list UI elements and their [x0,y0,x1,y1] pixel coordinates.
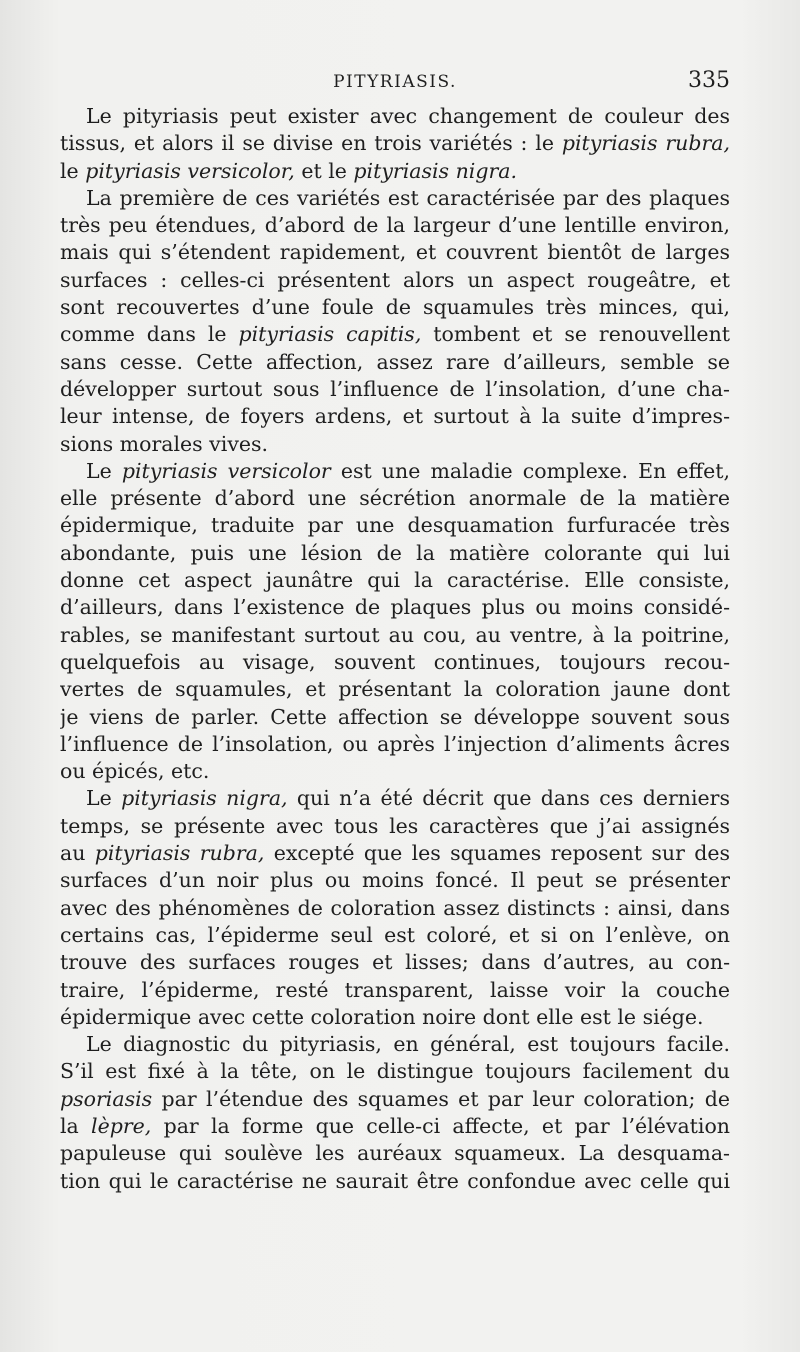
text-run: surfaces : celles-ci présentent alors un aspect rougeâtre, et [60,267,730,292]
text-run: Le [86,786,122,811]
text-line [60,922,730,949]
text-run: tissus, et alors il se divise en trois variétés : le [60,131,562,156]
text-line [60,649,730,676]
text-run: Le pityriasis peut exister avec changement de couleur des [86,104,730,128]
text-run: vertes de squamules, et présentant la coloration jaune dont [60,677,730,702]
text-run: leur intense, de foyers ardens, et surtout à la suite d’impres- [60,404,730,429]
text-line [60,813,730,840]
text-run: par la forme que celle-ci affecte, et par l’élévation [151,1113,730,1138]
text-line [60,103,730,130]
text-run: est une maladie complexe. En effet, [330,458,730,483]
text-line [60,895,730,922]
text-line [60,977,730,1004]
text-line [60,1168,730,1195]
text-line [60,485,730,512]
text-line [60,676,730,703]
text-run: tombent et se renouvellent [421,322,730,347]
text-line [60,758,730,785]
text-run: donne cet aspect jaunâtre qui la caractérise. Elle consiste, [60,568,730,593]
text-run: quelquefois au visage, souvent continues, toujours recou- [60,649,730,674]
text-run: sans cesse. Cette affection, assez rare d’ailleurs, semble se [60,349,730,374]
italic-term: pityriasis nigra. [353,158,518,183]
text-line [60,376,730,403]
text-line [60,1140,730,1167]
text-run: temps, se présente avec tous les caractères que j’ai assignés [60,813,730,838]
text-line [60,431,730,458]
italic-term: pityriasis nigra, [121,786,288,811]
italic-term: lèpre, [91,1113,152,1138]
text-line [60,1113,730,1140]
text-line [60,458,730,485]
text-line [60,1004,730,1031]
italic-term: pityriasis versicolor [121,458,331,483]
text-line [60,785,730,812]
text-line [60,512,730,539]
page-number: 335 [688,68,730,93]
italic-term: pityriasis capitis, [238,322,422,347]
text-line [60,239,730,266]
text-line [60,321,730,348]
text-line [60,403,730,430]
text-run: excepté que les squames reposent sur des [264,841,730,866]
text-line [60,867,730,894]
text-run: traire, l’épiderme, resté transparent, laisse voir la couche [60,977,730,1002]
text-line [60,704,730,731]
text-line [60,294,730,321]
text-line [60,540,730,567]
text-line [60,949,730,976]
text-run: rables, se manifestant surtout au cou, au ventre, à la poitrine, [60,622,730,647]
italic-term: pityriasis versicolor, [85,158,295,183]
text-run: La première de ces variétés est caractérisée par des plaques [86,185,730,210]
text-run: épidermique, traduite par une desquamation furfuracée très [60,513,730,538]
italic-term: psoriasis [60,1086,153,1111]
text-run: par l’étendue des squames et par leur coloration; de [152,1086,730,1111]
text-run: l’influence de l’insolation, ou après l’injection d’aliments âcres [60,731,730,756]
text-run: tion qui le caractérise ne saurait être confondue avec celle qui [60,1168,730,1193]
text-line [60,622,730,649]
text-run: S’il est fixé à la tête, on le distingue toujours facilement du [60,1059,730,1084]
italic-term: pityriasis rubra, [561,131,730,156]
page-header [60,66,730,100]
text-run: avec des phénomènes de coloration assez distincts : ainsi, dans [60,895,730,920]
text-line [60,185,730,212]
text-line [60,840,730,867]
text-run: qui n’a été décrit que dans ces derniers [287,786,730,811]
text-run: au [60,841,95,866]
text-run: certains cas, l’épiderme seul est coloré, et si on l’enlève, on [60,922,730,947]
body-text [60,103,730,1195]
text-run: Le diagnostic du pityriasis, en général, est toujours facile. [86,1032,730,1057]
text-run: sions morales vives. [60,431,269,456]
running-title: PITYRIASIS. [333,72,457,92]
text-line [60,267,730,294]
text-run: sont recouvertes d’une foule de squamules très minces, qui, [60,295,730,320]
text-line [60,212,730,239]
text-run: comme dans le [60,322,239,347]
text-run: surfaces d’un noir plus ou moins foncé. Il peut se présenter [60,868,730,893]
text-line [60,130,730,157]
text-run: très peu étendues, d’abord de la largeur d’une lentille environ, [60,213,730,238]
text-line [60,349,730,376]
text-run: je viens de parler. Cette affection se développe souvent sous [60,704,730,729]
text-line [60,567,730,594]
text-run: Le [86,458,122,483]
text-line [60,1031,730,1058]
text-line [60,731,730,758]
text-run: la [60,1113,92,1138]
text-run: mais qui s’étendent rapidement, et couvrent bientôt de larges [60,240,730,265]
text-run: abondante, puis une lésion de la matière colorante qui lui [60,540,730,565]
text-run: ou épicés, etc. [60,759,210,784]
text-run: elle présente d’abord une sécrétion anormale de la matière [60,486,730,511]
text-line [60,594,730,621]
text-line [60,1086,730,1113]
text-run: le [60,158,86,183]
text-run: et le [294,158,354,183]
text-run: papuleuse qui soulève les auréaux squameux. La desquama- [60,1141,730,1166]
text-run: d’ailleurs, dans l’existence de plaques plus ou moins considé- [60,595,730,620]
text-line [60,158,730,185]
text-run: épidermique avec cette coloration noire dont elle est le siége. [60,1004,704,1029]
text-run: trouve des surfaces rouges et lisses; dans d’autres, au con- [60,950,730,975]
italic-term: pityriasis rubra, [94,841,265,866]
text-line [60,1058,730,1085]
text-run: développer surtout sous l’influence de l’insolation, d’une cha- [60,376,730,401]
